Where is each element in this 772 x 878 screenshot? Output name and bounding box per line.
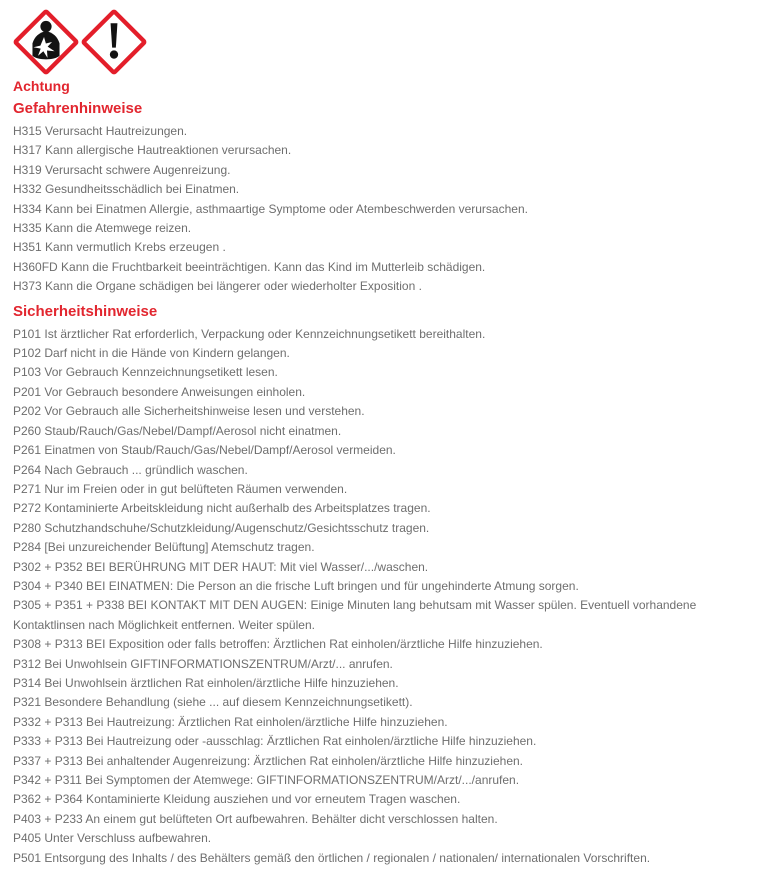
statement: P304 + P340 BEI EINATMEN: Die Person an die frische Luft bringen und für ungehinderte Atmung sorgen. [13,578,579,593]
signal-word: Achtung [13,78,70,94]
statement: H334 Kann bei Einatmen Allergie, asthmaartige Symptome oder Atembeschwerden verursachen. [13,201,528,216]
statement: H332 Gesundheitsschädlich bei Einatmen. [13,182,240,197]
statement: P284 [Bei unzureichender Belüftung] Atemschutz tragen. [13,540,315,555]
statement: H315 Verursacht Hautreizungen. [13,124,188,138]
statement: P101 Ist ärztlicher Rat erforderlich, Verpackung oder Kennzeichnungsetikett bereithalten. [13,326,486,341]
statement: H317 Kann allergische Hautreaktionen verursachen. [13,143,292,158]
statement: P501 Entsorgung des Inhalts / des Behälters gemäß den örtlichen / regionalen / nationalen/ internationalen Vorschriften. [13,850,651,865]
statement: P403 + P233 An einem gut belüfteten Ort aufbewahren. Behälter dicht verschlossen halten. [13,811,498,826]
statement: P321 Besondere Behandlung (siehe ... auf diesem Kennzeichnungsetikett). [13,695,413,710]
ghs08-health-hazard-icon [13,9,79,75]
statement: P332 + P313 Bei Hautreizung: Ärztlichen Rat einholen/ärztliche Hilfe hinzuziehen. [13,714,448,729]
statement: P280 Schutzhandschuhe/Schutzkleidung/Augenschutz/Gesichtsschutz tragen. [13,520,430,535]
sections [13,100,759,868]
statement: H335 Kann die Atemwege reizen. [13,221,192,236]
statement: P272 Kontaminierte Arbeitskleidung nicht außerhalb des Arbeitsplatzes tragen. [13,501,431,516]
statement: P333 + P313 Bei Hautreizung oder -ausschlag: Ärztlichen Rat einholen/ärztliche Hilfe hinzuziehen. [13,734,537,749]
statement: P201 Vor Gebrauch besondere Anweisungen einholen. [13,384,306,399]
statement: P362 + P364 Kontaminierte Kleidung ausziehen und vor erneutem Tragen waschen. [13,792,461,807]
statement: P264 Nach Gebrauch ... gründlich waschen. [13,462,248,477]
statement: P261 Einatmen von Staub/Rauch/Gas/Nebel/Dampf/Aerosol vermeiden. [13,443,396,458]
statement: P337 + P313 Bei anhaltender Augenreizung: Ärztlichen Rat einholen/ärztliche Hilfe hinzuziehen. [13,753,523,768]
statement: P103 Vor Gebrauch Kennzeichnungsetikett lesen. [13,365,278,380]
statement: P308 + P313 BEI Exposition oder falls betroffen: Ärztlichen Rat einholen/ärztliche Hilfe hinzuziehen. [13,637,543,652]
statement: P260 Staub/Rauch/Gas/Nebel/Dampf/Aerosol nicht einatmen. [13,423,342,438]
section-title: Sicherheitshinweise [13,302,158,320]
statement: P202 Vor Gebrauch alle Sicherheitshinweise lesen und verstehen. [13,404,365,419]
section-title: Gefahrenhinweise [13,100,143,117]
statement: H360FD Kann die Fruchtbarkeit beeinträchtigen. Kann das Kind im Mutterleib schädigen. [13,259,486,274]
statement: H319 Verursacht schwere Augenreizung. [13,162,231,177]
statement: P302 + P352 BEI BERÜHRUNG MIT DER HAUT: Mit viel Wasser/.../waschen. [13,559,429,574]
ghs-pictograms [13,9,759,75]
statement: P314 Bei Unwohlsein ärztlichen Rat einholen/ärztliche Hilfe hinzuziehen. [13,675,399,690]
statement: P342 + P311 Bei Symptomen der Atemwege: GIFTINFORMATIONSZENTRUM/Arzt/.../anrufen. [13,773,520,787]
statement: P271 Nur im Freien oder in gut belüfteten Räumen verwenden. [13,481,348,496]
statement: H373 Kann die Organe schädigen bei längerer oder wiederholter Exposition . [13,279,422,294]
statement: P305 + P351 + P338 BEI KONTAKT MIT DEN AUGEN: Einige Minuten lang behutsam mit Wasser spülen. Eventuell vorhandene Kontaktlinsen nach Möglichkeit entfernen. Weiter spülen. [13,598,697,632]
statement: P405 Unter Verschluss aufbewahren. [13,831,212,846]
statement: P312 Bei Unwohlsein GIFTINFORMATIONSZENTRUM/Arzt/... anrufen. [13,656,393,671]
ghs07-exclamation-mark-icon [81,9,147,75]
statement: P102 Darf nicht in die Hände von Kindern gelangen. [13,346,290,361]
statement: H351 Kann vermutlich Krebs erzeugen . [13,240,226,255]
